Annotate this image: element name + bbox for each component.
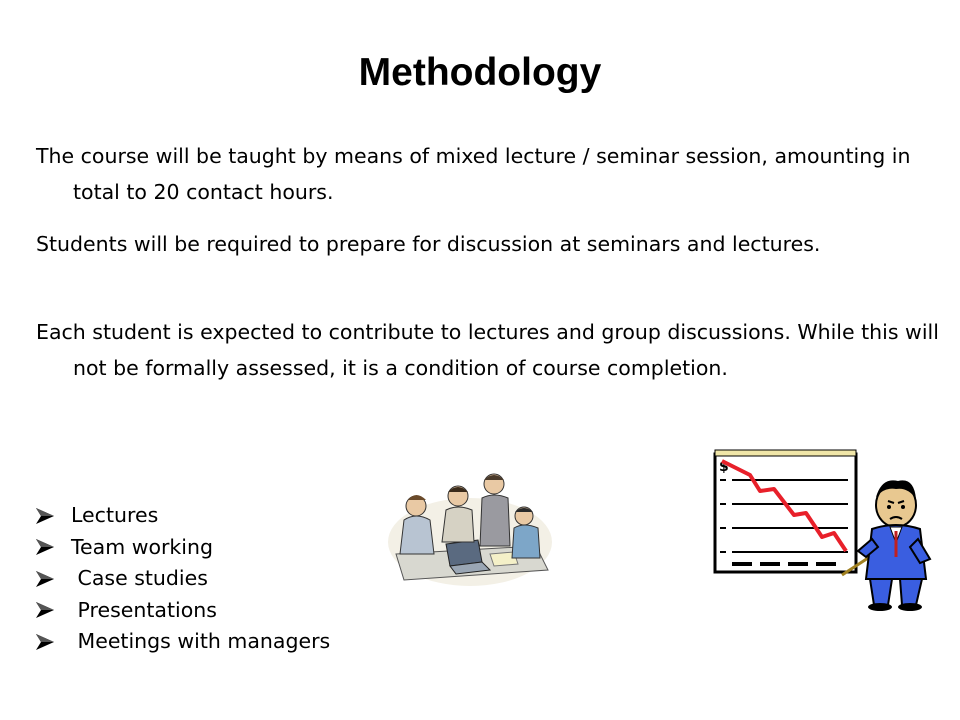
list-item-label: Lectures xyxy=(71,503,159,527)
arrowhead-bullet-icon xyxy=(36,571,54,587)
arrowhead-bullet-icon xyxy=(36,634,54,650)
list-item xyxy=(36,532,330,564)
arrowhead-bullet-icon xyxy=(36,602,54,618)
arrowhead-bullet-icon xyxy=(36,508,54,524)
team-meeting-illustration xyxy=(386,462,554,590)
methods-list xyxy=(36,500,330,658)
list-item-label: Team working xyxy=(71,534,214,559)
chart-symbol: $ xyxy=(719,459,729,475)
list-item xyxy=(36,626,330,658)
list-item xyxy=(36,500,330,532)
arrowhead-bullet-icon xyxy=(36,539,54,555)
list-item-label: Meetings with managers xyxy=(71,629,331,653)
list-item xyxy=(36,595,330,627)
slide-title: Methodology xyxy=(358,51,602,94)
list-item-label: Presentations xyxy=(71,597,217,622)
paragraph-contribution: Each student is expected to contribute to lectures and group discussions. While this will not be formally assessed, it is a condition of course completion. xyxy=(36,320,939,380)
list-item xyxy=(36,563,330,595)
list-item-label: Case studies xyxy=(71,566,208,590)
paragraph-contact-hours: The course will be taught by means of mixed lecture / seminar session, amounting in total to 20 contact hours. xyxy=(36,144,911,204)
declining-chart-illustration xyxy=(712,447,944,613)
paragraph-preparation: Students will be required to prepare for discussion at seminars and lectures. xyxy=(36,232,821,256)
